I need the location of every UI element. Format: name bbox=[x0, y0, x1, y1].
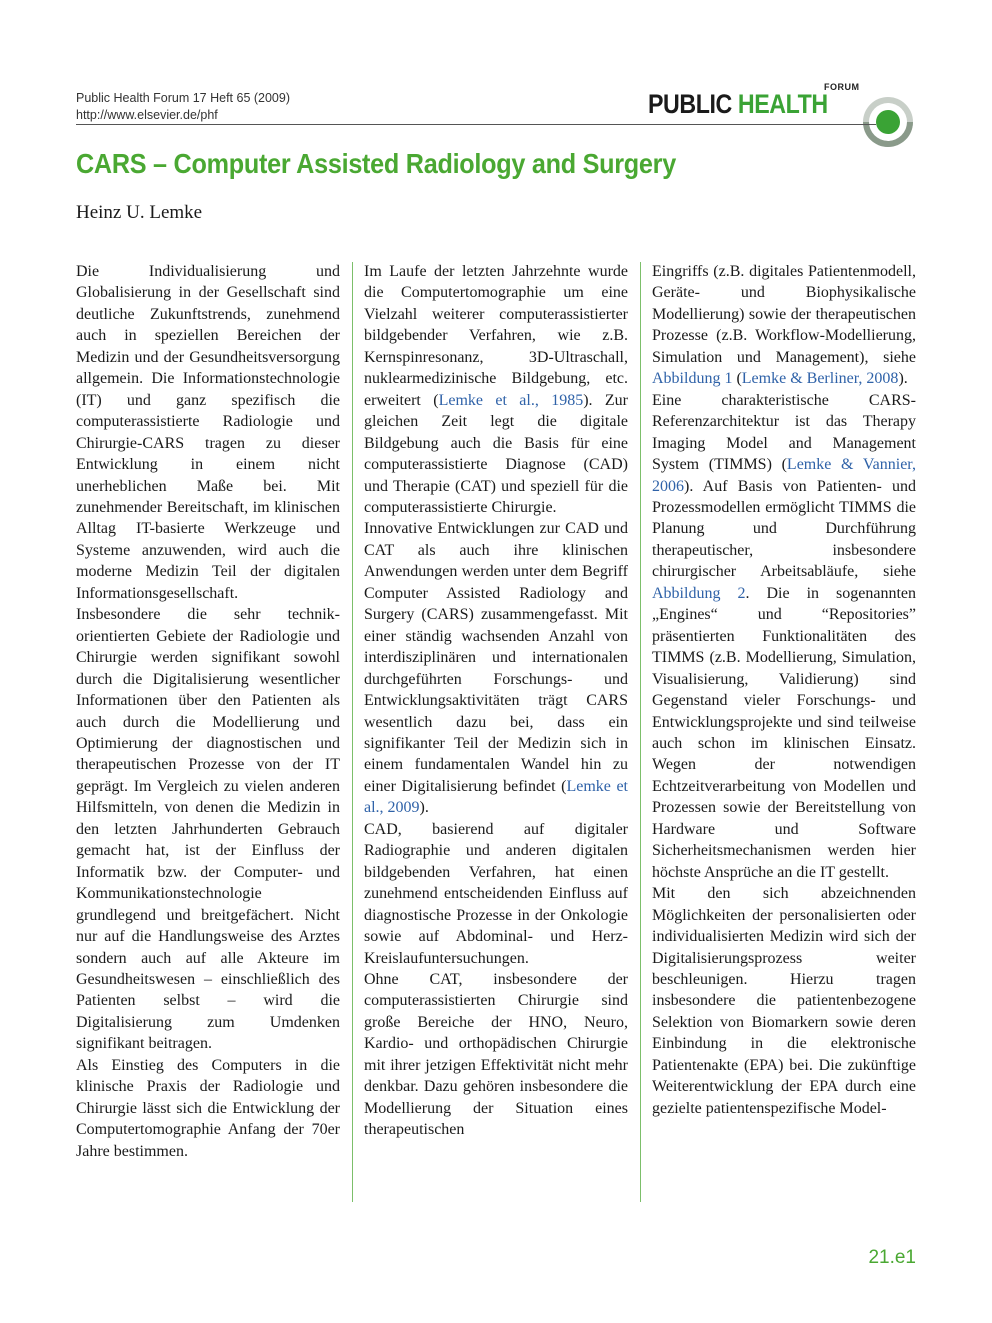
article-title: CARS – Computer Assisted Radiology and Surgery bbox=[76, 148, 676, 179]
journal-url[interactable]: http://www.elsevier.de/phf bbox=[76, 108, 218, 122]
paragraph: Eingriffs (z.B. digitales Patientenmodell, Geräte- und Biophysikalische Modellierung) sowie der therapeutischen Prozesse (z.B. Workflow-Modellierung, Simulation und Management), siehe Abbildung 1 (Lemke & Berliner, 2008). bbox=[652, 263, 916, 388]
article-author: Heinz U. Lemke bbox=[76, 202, 203, 223]
header-rule bbox=[76, 124, 876, 125]
citation-link[interactable]: Lemke & Berliner, 2008 bbox=[741, 370, 899, 388]
logo-wordmark bbox=[648, 89, 828, 120]
paragraph: Als Einstieg des Computers in die klinische Praxis der Radiologie und Chirurgie lässt sich die Entwicklung der Computertomographie Anfang der 70er Jahre bestimmen. bbox=[76, 1056, 340, 1160]
logo-circle-icon bbox=[860, 94, 916, 150]
journal-line: Public Health Forum 17 Heft 65 (2009) bbox=[76, 91, 290, 105]
logo-health-text: HEALTH bbox=[737, 89, 828, 119]
paragraph: Innovative Entwicklungen zur CAD und CAT als auch ihre klinischen Anwendungen werden unter dem Begriff Computer Assisted Radiology and Surgery (CARS) zusammengefasst. Mit einer ständig wachsenden Anzahl von interdisziplinären und internationalen durchgeführten Forschungs- und Entwicklungsaktivitäten trägt CARS wesentlich dazu bei, dass ein signifikanter Teil der Medizin sich in einem fundamentalen Wandel hin zu einer Digitalisierung befindet (Lemke et al., 2009). bbox=[364, 520, 628, 817]
paragraph: Eine charakteristische CARS-Referenzarchitektur ist das Therapy Imaging Model and Management System (TIMMS) (Lemke & Vannier, 2006). Auf Basis von Patienten- und Prozessmodellen ermöglicht TIMMS die Planung und Durchführung therapeutischer, insbesondere chirurgischer Arbeitsabläufe, siehe Abbildung 2. Die in sogenannten „Engines“ und “Repositories” präsentierten Funktionalitäten des TIMMS (z.B. Modellierung, Simulation, Visualisierung, Validierung) sind Gegenstand vieler Forschungs- und Entwicklungsprojekte und sind teilweise auch schon im klinischen Einsatz. Wegen der notwendigen Echtzeitverarbeitung von Modellen und Prozessen sowie der Bereitstellung von Hardware und Software Sicherheitsmechanismen werden hier höchste Ansprüche an die IT gestellt. bbox=[652, 391, 916, 881]
column-2 bbox=[364, 261, 628, 1141]
column-divider bbox=[640, 262, 641, 1202]
journal-citation bbox=[76, 90, 290, 124]
paragraph: Insbesondere die sehr technik-orientierten Gebiete der Radiologie und Chirurgie werden signifikant sowohl durch die Digitalisierung wesentlicher Informationen über den Patienten als auch durch die Modellierung und Optimierung der diagnostischen und therapeutischen Prozesse von der IT geprägt. Im Vergleich zu vielen anderen Hilfsmitteln, von denen die Medizin in den letzten Jahrhunderten Gebrauch gemacht hat, ist der Einfluss der Informatik bzw. der Computer- und Kommunikationstechnologie grundlegend und breitgefächert. Nicht nur auf die Handlungsweise des Arztes sondern auch auf alle Akteure im Gesundheitswesen – einschließlich des Patienten selbst – wird die Digitalisierung zum Umdenken signifikant beitragen. bbox=[76, 606, 340, 1053]
figure-link[interactable]: Abbildung 2 bbox=[652, 584, 746, 602]
column-1 bbox=[76, 261, 340, 1162]
logo-public-text: PUBLIC bbox=[648, 89, 732, 119]
paragraph: Ohne CAT, insbesondere der computerassistierten Chirurgie sind große Bereiche der HNO, Neuro, Kardio- und orthopädischen Chirurgie mit ihrer jetzigen Effektivität nicht mehr denkbar. Dazu gehören insbesondere die Modellierung der Situation eines therapeutischen bbox=[364, 970, 628, 1139]
paragraph: Mit den sich abzeichnenden Möglichkeiten der personalisierten oder individualisierten Medizin wird sich der Digitalisierungsprozess weiter beschleunigen. Hierzu tragen insbesondere die patientenbezogene Selektion von Biomarkern sowie deren Einbindung in die elektronische Patientenakte (EPA) bei. Die zukünftige Weiterentwicklung der EPA durch eine gezielte patientenspezifische Model- bbox=[652, 885, 916, 1117]
logo-forum-text: FORUM bbox=[824, 82, 860, 92]
figure-link[interactable]: Abbildung 1 bbox=[652, 370, 733, 388]
column-divider bbox=[352, 262, 353, 1202]
paragraph: Die Individualisierung und Globalisierung in der Gesellschaft sind deutliche Zukunftstrends, zunehmend auch in speziellen Bereichen der Medizin und der Gesundheitsversorgung allgemein. Die Informationstechnologie (IT) und ganz spezifisch die computerassistierte Radiologie und Chirurgie-CARS tragen zu dieser Entwicklung in einem nicht unerheblichen Maße bei. Mit zunehmender Bereitschaft, im klinischen Alltag IT-basierte Werkzeuge und Systeme anzuwenden, wird auch die moderne Medizin Teil der digitalen Informationsgesellschaft. bbox=[76, 263, 340, 602]
citation-link[interactable]: Lemke et al., 2009 bbox=[364, 777, 628, 817]
paragraph: CAD, basierend auf digitaler Radiographie und anderen digitalen bildgebenden Verfahren, hat einen zunehmend entscheidenden Einfluss auf diagnostische Prozesse in der Onkologie sowie auf Abdominal- und Herz-Kreislaufuntersuchungen. bbox=[364, 820, 628, 967]
citation-link[interactable]: Lemke et al., 1985 bbox=[438, 391, 584, 409]
column-3 bbox=[652, 261, 916, 1119]
page-number: 21.e1 bbox=[868, 1247, 916, 1268]
citation-link[interactable]: Lemke & Vannier, 2006 bbox=[652, 456, 916, 495]
public-health-forum-logo bbox=[648, 78, 918, 150]
paragraph: Im Laufe der letzten Jahrzehnte wurde die Computertomographie um eine Vielzahl weiterer computerassistierter bildgebender Verfahren, wie z.B. Kernspinresonanz, 3D-Ultraschall, nuklearmedizinische Bildgebung, etc. erweitert (Lemke et al., 1985). Zur gleichen Zeit legt die digitale Bildgebung auch die Basis für eine computerassistierte Diagnose (CAD) und Therapie (CAT) und speziell für die computerassistierte Chirurgie. bbox=[364, 263, 629, 516]
